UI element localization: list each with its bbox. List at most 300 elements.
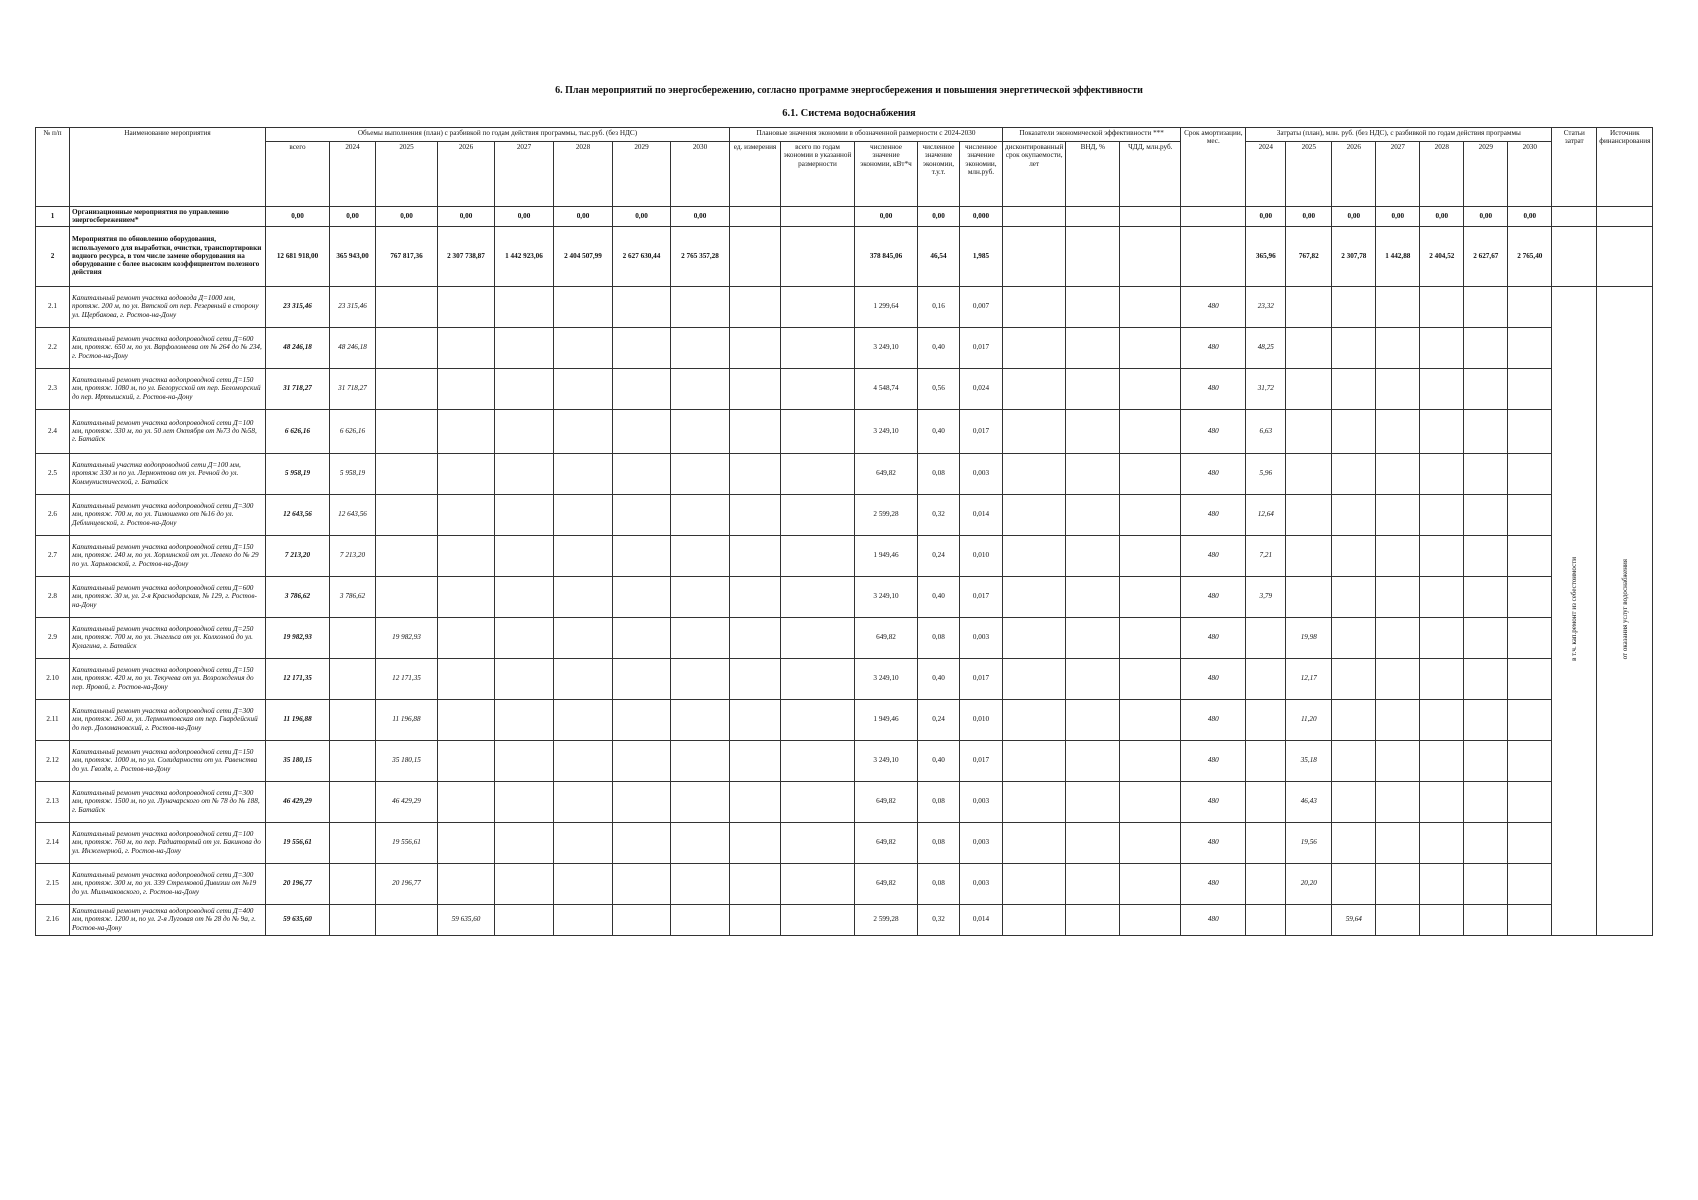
cost-year-value [1332, 740, 1376, 781]
volume-year-value [438, 658, 495, 699]
cost-year-value: 12,17 [1286, 658, 1332, 699]
volume-year-value [613, 658, 671, 699]
amortization: 480 [1181, 535, 1246, 576]
table-row [36, 781, 1653, 822]
cost-year-value [1376, 617, 1420, 658]
volume-year-value: 35 180,15 [376, 740, 438, 781]
volume-year-value: 0,00 [495, 207, 554, 227]
savings-mln: 0,017 [960, 658, 1003, 699]
unit-cell [730, 740, 781, 781]
event-name: Капитальный ремонт участка водопроводной сети Д=400 мм, протяж. 1200 м, по ул. 2-я Луговая от № 28 до № 9а, г. Ростов-на-Дону [70, 904, 266, 935]
cost-year-value [1508, 904, 1552, 935]
unit-cell [730, 494, 781, 535]
row-number: 2.9 [36, 617, 70, 658]
cost-year-value: 0,00 [1464, 207, 1508, 227]
savings-kwh: 3 249,10 [855, 576, 918, 617]
savings-mln: 0,014 [960, 904, 1003, 935]
volume-year-value [554, 617, 613, 658]
volume-year-value [495, 740, 554, 781]
event-name: Капитальный ремонт участка водовода Д=1000 мм, протяж. 200 м, по ул. Вятской от пер. Резервный в сторону ул. Щербакова, г. Ростов-на-Дону [70, 286, 266, 327]
header-finance-source: Источник финансирования [1597, 128, 1653, 207]
savings-kwh: 3 249,10 [855, 740, 918, 781]
volume-year-value: 2 765 357,28 [671, 226, 730, 286]
cost-year-value [1420, 781, 1464, 822]
cost-year-value [1332, 781, 1376, 822]
volume-year-value [495, 781, 554, 822]
cost-year-value [1376, 822, 1420, 863]
cost-year-value: 6,63 [1246, 409, 1286, 453]
cost-year-value [1508, 327, 1552, 368]
cost-year-value [1246, 658, 1286, 699]
unit-cell [730, 781, 781, 822]
cost-year-value [1420, 904, 1464, 935]
savings-tut: 0,40 [918, 327, 960, 368]
volume-year-value [330, 699, 376, 740]
savings-mln: 1,985 [960, 226, 1003, 286]
volume-year-value [613, 863, 671, 904]
volume-total: 12 643,56 [266, 494, 330, 535]
row-number: 2.12 [36, 740, 70, 781]
volume-year-value [554, 740, 613, 781]
savings-total-cell [781, 576, 855, 617]
header-savings-group: Плановые значения экономии в обозначенной размерности с 2024-2030 [730, 128, 1003, 142]
cost-year-value: 19,98 [1286, 617, 1332, 658]
event-name: Капитальный участка водопроводной сети Д=100 мм, протяж 330 м по ул. Лермонтова от ул. Речной до ул. Коммунистической, г. Батайск [70, 453, 266, 494]
irr-cell [1066, 226, 1120, 286]
table-row [36, 286, 1653, 327]
cost-year-value [1286, 494, 1332, 535]
cost-year-value: 0,00 [1420, 207, 1464, 227]
savings-tut: 0,08 [918, 781, 960, 822]
savings-total-cell [781, 409, 855, 453]
cost-year-value [1376, 327, 1420, 368]
volume-year-value [438, 453, 495, 494]
volume-total: 59 635,60 [266, 904, 330, 935]
cost-year-value [1508, 863, 1552, 904]
savings-kwh: 1 949,46 [855, 535, 918, 576]
savings-total-cell [781, 617, 855, 658]
volume-year-value [613, 368, 671, 409]
volume-year-value [671, 658, 730, 699]
page-title: 6. План мероприятий по энергосбережению, согласно программе энергосбережения и повышения энергетической эффективности [555, 85, 1143, 96]
volume-year-value [438, 409, 495, 453]
cost-year-value [1464, 904, 1508, 935]
header-irr: ВНД, % [1066, 142, 1120, 207]
volume-total: 11 196,88 [266, 699, 330, 740]
payback-cell [1003, 494, 1066, 535]
volume-year-value: 0,00 [330, 207, 376, 227]
row-number: 1 [36, 207, 70, 227]
cost-year-value [1332, 368, 1376, 409]
volume-year-value [376, 904, 438, 935]
volume-year-value [495, 368, 554, 409]
header-amort: Срок амортизации, мес. [1181, 128, 1246, 207]
cost-year-value [1246, 699, 1286, 740]
volume-year-value [671, 740, 730, 781]
savings-mln: 0,017 [960, 740, 1003, 781]
volume-year-value [438, 576, 495, 617]
cost-year-value: 35,18 [1286, 740, 1332, 781]
event-name: Капитальный ремонт участка водопроводной сети Д=600 мм, протяж. 30 м, ул. 2-я Краснодарская, № 129, г. Ростов-на-Дону [70, 576, 266, 617]
unit-cell [730, 658, 781, 699]
payback-cell [1003, 535, 1066, 576]
row-number: 2.10 [36, 658, 70, 699]
header-cost-year: 2027 [1376, 142, 1420, 207]
amortization: 480 [1181, 453, 1246, 494]
cost-year-value: 2 307,78 [1332, 226, 1376, 286]
volume-year-value: 0,00 [376, 207, 438, 227]
row-number: 2.16 [36, 904, 70, 935]
volume-year-value [613, 535, 671, 576]
amortization: 480 [1181, 658, 1246, 699]
irr-cell [1066, 658, 1120, 699]
cost-year-value [1332, 617, 1376, 658]
payback-cell [1003, 207, 1066, 227]
cost-year-value: 48,25 [1246, 327, 1286, 368]
amortization: 480 [1181, 494, 1246, 535]
cost-year-value [1420, 617, 1464, 658]
volume-year-value [438, 699, 495, 740]
volume-year-value: 0,00 [554, 207, 613, 227]
volume-year-value [438, 781, 495, 822]
payback-cell [1003, 658, 1066, 699]
volume-year-value [613, 904, 671, 935]
cost-year-value [1376, 286, 1420, 327]
table-row [36, 699, 1653, 740]
volume-year-value: 19 982,93 [376, 617, 438, 658]
row-number: 2.14 [36, 822, 70, 863]
savings-tut: 0,40 [918, 740, 960, 781]
cost-year-value: 19,56 [1286, 822, 1332, 863]
volume-total: 19 982,93 [266, 617, 330, 658]
payback-cell [1003, 226, 1066, 286]
volume-year-value: 2 627 630,44 [613, 226, 671, 286]
volume-year-value [613, 617, 671, 658]
volume-total: 35 180,15 [266, 740, 330, 781]
cost-year-value [1508, 617, 1552, 658]
unit-cell [730, 207, 781, 227]
volume-total: 0,00 [266, 207, 330, 227]
amortization: 480 [1181, 617, 1246, 658]
npv-cell [1120, 904, 1181, 935]
volume-year-value [438, 286, 495, 327]
irr-cell [1066, 453, 1120, 494]
volume-year-value [330, 904, 376, 935]
volume-year-value [376, 368, 438, 409]
cost-year-value [1286, 327, 1332, 368]
table-row [36, 409, 1653, 453]
payback-cell [1003, 904, 1066, 935]
volume-year-value [495, 494, 554, 535]
event-name: Капитальный ремонт участка водопроводной сети Д=300 мм, протяж. 1500 м, по ул. Луначарского от № 78 до № 188, г. Батайск [70, 781, 266, 822]
volume-year-value [376, 409, 438, 453]
cost-year-value [1286, 576, 1332, 617]
cost-year-value [1464, 699, 1508, 740]
payback-cell [1003, 617, 1066, 658]
cost-year-value: 20,20 [1286, 863, 1332, 904]
savings-kwh: 378 845,06 [855, 226, 918, 286]
savings-tut: 0,40 [918, 658, 960, 699]
volume-year-value [554, 904, 613, 935]
savings-mln: 0,024 [960, 368, 1003, 409]
volume-year-value: 48 246,18 [330, 327, 376, 368]
volume-year-value: 59 635,60 [438, 904, 495, 935]
npv-cell [1120, 781, 1181, 822]
volume-total: 12 681 918,00 [266, 226, 330, 286]
row-number: 2.2 [36, 327, 70, 368]
cost-article-cell [1552, 226, 1597, 286]
volume-year-value [671, 617, 730, 658]
volume-year-value [495, 617, 554, 658]
header-vol-year: 2029 [613, 142, 671, 207]
header-volumes-group: Объемы выполнения (план) с разбивкой по годам действия программы, тыс.руб. (без НДС) [266, 128, 730, 142]
header-savings-total: всего по годам экономии в указанной размерности [781, 142, 855, 207]
row-number: 2.11 [36, 699, 70, 740]
row-number: 2.1 [36, 286, 70, 327]
savings-total-cell [781, 327, 855, 368]
volume-total: 19 556,61 [266, 822, 330, 863]
volume-year-value [554, 781, 613, 822]
cost-year-value: 2 404,52 [1420, 226, 1464, 286]
volume-year-value [438, 535, 495, 576]
cost-year-value [1420, 368, 1464, 409]
row-number: 2.5 [36, 453, 70, 494]
cost-year-value [1376, 576, 1420, 617]
cost-year-value [1376, 699, 1420, 740]
header-cost-year: 2030 [1508, 142, 1552, 207]
event-name: Капитальный ремонт участка водопроводной сети Д=300 мм, протяж. 300 м, по ул. 339 Стрелковой Дивизии от №19 до ул. Мильчаковского, г. Ростов-на-Дону [70, 863, 266, 904]
savings-mln: 0,017 [960, 409, 1003, 453]
table-row [36, 822, 1653, 863]
cost-year-value [1286, 535, 1332, 576]
volume-year-value [438, 494, 495, 535]
cost-year-value [1376, 494, 1420, 535]
irr-cell [1066, 207, 1120, 227]
cost-year-value [1464, 740, 1508, 781]
amortization: 480 [1181, 409, 1246, 453]
cost-year-value [1420, 699, 1464, 740]
header-vol-year: 2025 [376, 142, 438, 207]
unit-cell [730, 617, 781, 658]
cost-year-value [1420, 409, 1464, 453]
savings-total-cell [781, 286, 855, 327]
finance-source-cell [1597, 207, 1653, 227]
header-econ-group: Показатели экономической эффективности *** [1003, 128, 1181, 142]
cost-year-value: 1 442,88 [1376, 226, 1420, 286]
volume-year-value [438, 863, 495, 904]
cost-year-value [1332, 699, 1376, 740]
payback-cell [1003, 699, 1066, 740]
cost-year-value [1464, 781, 1508, 822]
volume-year-value [554, 699, 613, 740]
npv-cell [1120, 226, 1181, 286]
cost-year-value [1420, 327, 1464, 368]
cost-article-cell [1552, 286, 1597, 935]
savings-kwh: 649,82 [855, 863, 918, 904]
cost-year-value [1508, 409, 1552, 453]
cost-year-value: 2 627,67 [1464, 226, 1508, 286]
cost-year-value [1332, 658, 1376, 699]
volume-year-value [613, 576, 671, 617]
unit-cell [730, 576, 781, 617]
volume-year-value [671, 327, 730, 368]
cost-year-value [1246, 617, 1286, 658]
npv-cell [1120, 368, 1181, 409]
volume-year-value [613, 781, 671, 822]
cost-year-value [1332, 453, 1376, 494]
volume-year-value [671, 904, 730, 935]
volume-total: 7 213,20 [266, 535, 330, 576]
cost-year-value: 0,00 [1332, 207, 1376, 227]
cost-year-value [1332, 409, 1376, 453]
volume-year-value [376, 494, 438, 535]
volume-year-value [671, 535, 730, 576]
section-subtitle: 6.1. Система водоснабжения [782, 108, 916, 119]
cost-year-value [1286, 286, 1332, 327]
cost-year-value [1286, 453, 1332, 494]
unit-cell [730, 904, 781, 935]
savings-total-cell [781, 781, 855, 822]
unit-cell [730, 226, 781, 286]
volume-year-value: 0,00 [671, 207, 730, 227]
cost-year-value [1376, 863, 1420, 904]
cost-year-value [1246, 863, 1286, 904]
amortization: 480 [1181, 781, 1246, 822]
savings-kwh: 649,82 [855, 781, 918, 822]
cost-year-value: 0,00 [1376, 207, 1420, 227]
row-number: 2.8 [36, 576, 70, 617]
cost-year-value [1464, 327, 1508, 368]
volume-year-value [671, 286, 730, 327]
header-num: № п/п [36, 128, 70, 207]
volume-year-value: 12 643,56 [330, 494, 376, 535]
savings-tut: 0,08 [918, 863, 960, 904]
volume-year-value [495, 658, 554, 699]
cost-year-value [1464, 535, 1508, 576]
volume-year-value: 0,00 [613, 207, 671, 227]
irr-cell [1066, 494, 1120, 535]
cost-year-value [1332, 494, 1376, 535]
cost-year-value: 12,64 [1246, 494, 1286, 535]
cost-year-value [1508, 781, 1552, 822]
cost-year-value: 11,20 [1286, 699, 1332, 740]
cost-year-value [1420, 822, 1464, 863]
savings-kwh: 4 548,74 [855, 368, 918, 409]
cost-year-value [1464, 822, 1508, 863]
volume-year-value [330, 658, 376, 699]
volume-year-value [671, 576, 730, 617]
table-row [36, 904, 1653, 935]
volume-year-value [613, 494, 671, 535]
cost-year-value [1464, 409, 1508, 453]
savings-tut: 0,56 [918, 368, 960, 409]
payback-cell [1003, 740, 1066, 781]
cost-year-value [1420, 535, 1464, 576]
volume-year-value [613, 327, 671, 368]
amortization [1181, 226, 1246, 286]
cost-year-value [1464, 368, 1508, 409]
event-name: Капитальный ремонт участка водопроводной сети Д=100 мм, протяж. 330 м, по ул. 50 лет Октября от №73 до №58, г. Батайск [70, 409, 266, 453]
volume-year-value [554, 494, 613, 535]
amortization: 480 [1181, 699, 1246, 740]
volume-year-value [330, 740, 376, 781]
table-row [36, 207, 1653, 227]
volume-year-value [613, 740, 671, 781]
savings-mln: 0,003 [960, 822, 1003, 863]
payback-cell [1003, 453, 1066, 494]
npv-cell [1120, 617, 1181, 658]
irr-cell [1066, 699, 1120, 740]
cost-year-value: 0,00 [1508, 207, 1552, 227]
cost-year-value [1286, 904, 1332, 935]
header-savings-mln: численное значение экономии, млн.руб. [960, 142, 1003, 207]
cost-year-value [1508, 576, 1552, 617]
npv-cell [1120, 535, 1181, 576]
volume-year-value [495, 327, 554, 368]
table-row [36, 535, 1653, 576]
header-costs-group: Затраты (план), млн. руб. (без НДС), с разбивкой по годам действия программы [1246, 128, 1552, 142]
amortization: 480 [1181, 327, 1246, 368]
savings-kwh: 3 249,10 [855, 409, 918, 453]
irr-cell [1066, 327, 1120, 368]
unit-cell [730, 699, 781, 740]
savings-kwh: 649,82 [855, 617, 918, 658]
volume-year-value [376, 453, 438, 494]
irr-cell [1066, 863, 1120, 904]
unit-cell [730, 368, 781, 409]
volume-year-value [671, 781, 730, 822]
cost-year-value [1420, 494, 1464, 535]
volume-year-value: 365 943,00 [330, 226, 376, 286]
amortization: 480 [1181, 822, 1246, 863]
cost-year-value [1246, 904, 1286, 935]
cost-year-value [1376, 409, 1420, 453]
npv-cell [1120, 286, 1181, 327]
volume-year-value [554, 822, 613, 863]
savings-kwh: 3 249,10 [855, 327, 918, 368]
table-row [36, 327, 1653, 368]
cost-year-value [1464, 286, 1508, 327]
header-vol-year: 2028 [554, 142, 613, 207]
volume-year-value: 7 213,20 [330, 535, 376, 576]
volume-year-value: 19 556,61 [376, 822, 438, 863]
volume-year-value [671, 699, 730, 740]
cost-year-value: 3,79 [1246, 576, 1286, 617]
volume-year-value [554, 286, 613, 327]
savings-total-cell [781, 699, 855, 740]
volume-year-value: 2 307 738,87 [438, 226, 495, 286]
table-row [36, 576, 1653, 617]
volume-year-value [554, 658, 613, 699]
volume-total: 6 626,16 [266, 409, 330, 453]
volume-total: 20 196,77 [266, 863, 330, 904]
savings-mln: 0,010 [960, 535, 1003, 576]
savings-kwh: 0,00 [855, 207, 918, 227]
unit-cell [730, 863, 781, 904]
cost-year-value [1508, 535, 1552, 576]
cost-year-value: 5,96 [1246, 453, 1286, 494]
savings-mln: 0,010 [960, 699, 1003, 740]
table-row [36, 453, 1653, 494]
volume-year-value: 1 442 923,06 [495, 226, 554, 286]
volume-year-value [438, 368, 495, 409]
volume-year-value [376, 327, 438, 368]
savings-total-cell [781, 658, 855, 699]
volume-year-value [495, 863, 554, 904]
cost-year-value [1464, 863, 1508, 904]
irr-cell [1066, 781, 1120, 822]
cost-year-value [1508, 368, 1552, 409]
